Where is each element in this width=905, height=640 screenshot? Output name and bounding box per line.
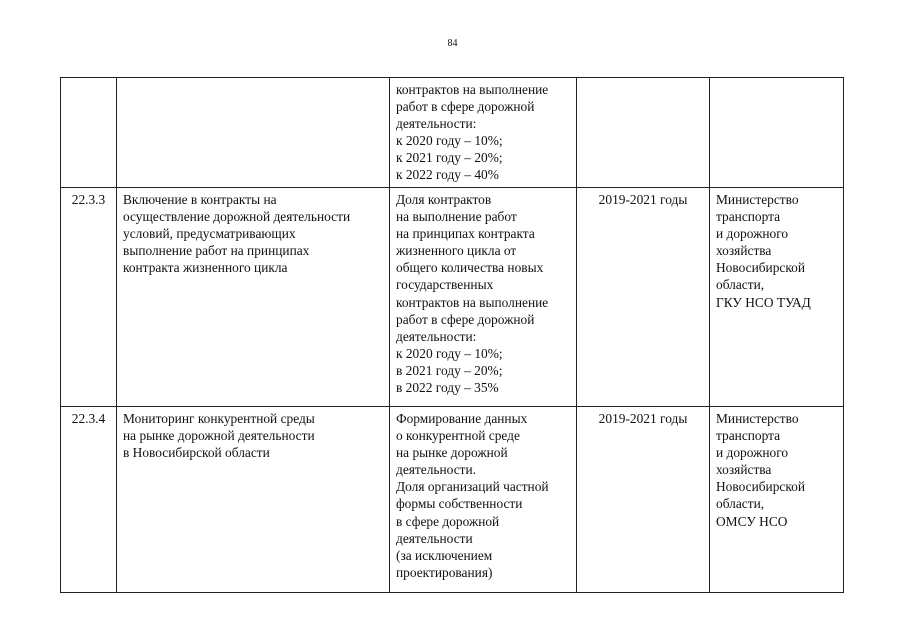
indicator-line: контрактов на выполнение	[396, 82, 549, 97]
executor-line: Новосибирской	[716, 479, 806, 495]
page-number: 84	[447, 38, 458, 49]
period-cell	[577, 407, 710, 593]
row-number-cell	[61, 78, 117, 188]
activity-line: Включение в контракты на	[123, 192, 277, 207]
indicator-line: деятельности:	[396, 116, 477, 132]
indicator-line: государственных	[396, 277, 494, 293]
table-body	[61, 78, 844, 593]
indicator-line: на выполнение работ	[396, 209, 517, 225]
indicator-line: на принципах контракта	[396, 226, 535, 242]
executor-line: области,	[716, 496, 765, 512]
indicator-line: о конкурентной среде	[396, 428, 520, 444]
executor-line: транспорта	[716, 428, 781, 444]
indicator-line: работ в сфере дорожной	[396, 99, 535, 115]
executor-line: ОМСУ НСО	[716, 513, 788, 529]
executor-line: ГКУ НСО ТУАД	[716, 294, 811, 310]
indicator-line: Доля контрактов	[396, 192, 492, 207]
indicator-line: к 2020 году – 10%;	[396, 345, 503, 361]
measures-table	[60, 77, 844, 593]
indicator-line: жизненного цикла от	[396, 243, 517, 259]
executor-line: хозяйства	[716, 462, 772, 478]
executor-line: и дорожного	[716, 226, 789, 242]
executor-line: области,	[716, 277, 765, 293]
period: 2019-2021 годы	[598, 411, 688, 426]
indicator-cell	[390, 188, 577, 407]
activity-cell	[117, 188, 390, 407]
indicator-line: работ в сфере дорожной	[396, 311, 535, 327]
indicator-line: Формирование данных	[396, 411, 528, 426]
executor-line: хозяйства	[716, 243, 772, 259]
indicator-cell	[390, 78, 577, 188]
executor-line: и дорожного	[716, 445, 789, 461]
indicator-cell	[390, 407, 577, 593]
table-row	[61, 78, 844, 188]
row-number: 22.3.4	[71, 411, 106, 426]
activity-line: Мониторинг конкурентной среды	[123, 411, 315, 426]
activity-cell	[117, 78, 390, 188]
table-row	[61, 407, 844, 593]
activity-line: в Новосибирской области	[123, 445, 270, 461]
indicator-line: деятельности	[396, 530, 473, 546]
executor-line: Новосибирской	[716, 260, 806, 276]
indicator-line: к 2020 году – 10%;	[396, 133, 503, 149]
indicator-line: деятельности:	[396, 328, 477, 344]
activity-line: условий, предусматривающих	[123, 226, 296, 242]
activity-line: выполнение работ на принципах	[123, 243, 310, 259]
executor-cell	[710, 78, 844, 188]
row-number-cell	[61, 188, 117, 407]
row-number: 22.3.3	[71, 192, 106, 207]
indicator-line: проектирования)	[396, 564, 493, 580]
activity-line: контракта жизненного цикла	[123, 260, 288, 276]
indicator-line: в 2022 году – 35%	[396, 380, 499, 396]
period: 2019-2021 годы	[598, 192, 688, 207]
activity-line: на рынке дорожной деятельности	[123, 428, 315, 444]
indicator-line: деятельности.	[396, 462, 477, 478]
indicator-line: на рынке дорожной	[396, 445, 508, 461]
executor-line: транспорта	[716, 209, 781, 225]
period-cell	[577, 188, 710, 407]
indicator-line: в сфере дорожной	[396, 513, 500, 529]
indicator-line: к 2022 году – 40%	[396, 167, 499, 183]
activity-line: осуществление дорожной деятельности	[123, 209, 351, 225]
executor-line: Министерство	[716, 411, 799, 426]
executor-line: Министерство	[716, 192, 799, 207]
row-number-cell	[61, 407, 117, 593]
executor-cell	[710, 407, 844, 593]
indicator-line: к 2021 году – 20%;	[396, 150, 503, 166]
period-cell	[577, 78, 710, 188]
indicator-line: общего количества новых	[396, 260, 544, 276]
indicator-line: формы собственности	[396, 496, 523, 512]
indicator-line: в 2021 году – 20%;	[396, 362, 503, 378]
indicator-line: Доля организаций частной	[396, 479, 549, 495]
indicator-line: контрактов на выполнение	[396, 294, 549, 310]
table-row	[61, 188, 844, 407]
indicator-line: (за исключением	[396, 547, 493, 563]
executor-cell	[710, 188, 844, 407]
activity-cell	[117, 407, 390, 593]
